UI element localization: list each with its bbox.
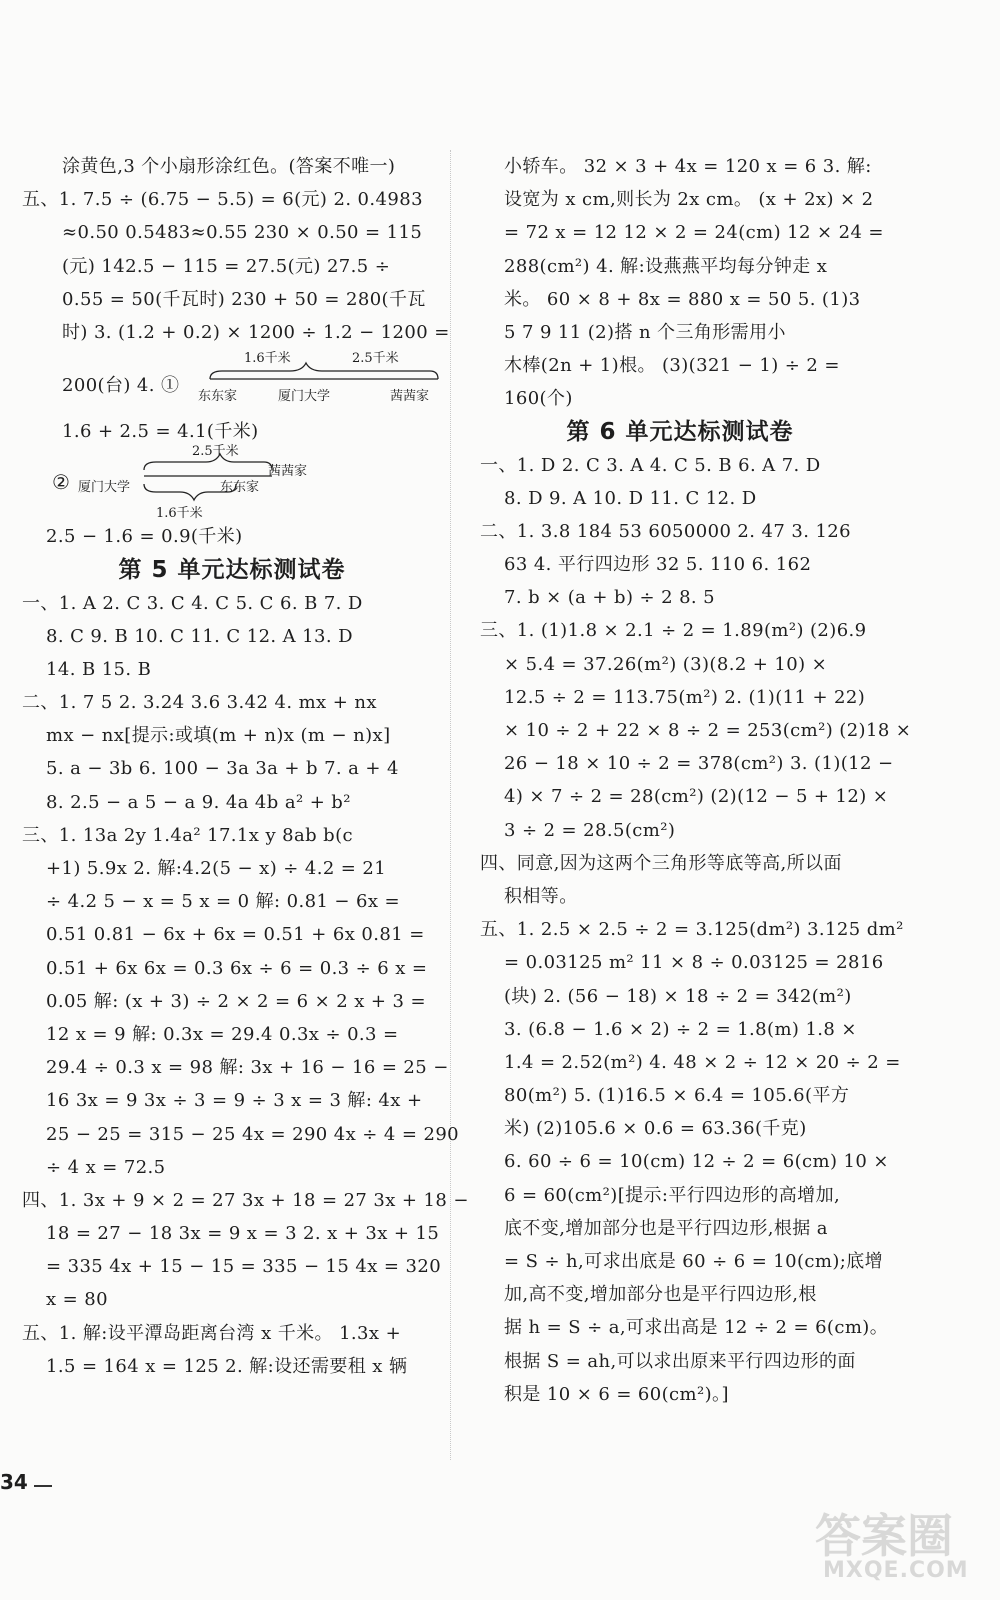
text-line: 16 3x = 9 3x ÷ 3 = 9 ÷ 3 x = 3 解: 4x + <box>46 1090 423 1112</box>
text-line: 18 = 27 − 18 3x = 9 x = 3 2. x + 3x + 15 <box>46 1223 440 1245</box>
place-label: 茜茜家 <box>390 389 430 405</box>
text-line: ÷ 4.2 5 − x = 5 x = 0 解: 0.81 − 6x = <box>46 891 401 913</box>
text-line: +1) 5.9x 2. 解:4.2(5 − x) ÷ 4.2 = 21 <box>46 858 387 879</box>
distance-diagram-2 <box>22 444 442 522</box>
text-line: 8. 2.5 − a 5 − a 9. 4a 4b a² + b² <box>46 791 351 813</box>
place-label: 东东家 <box>220 480 260 496</box>
text-line: 3. (6.8 − 1.6 × 2) ÷ 2 = 1.8(m) 1.8 × <box>504 1018 857 1040</box>
text-line: 木棒(2n + 1)根。 (3)(321 − 1) ÷ 2 = <box>504 355 840 377</box>
text-line: 25 − 25 = 315 − 25 4x = 290 4x ÷ 4 = 290 <box>46 1123 460 1145</box>
text-line: 8. C 9. B 10. C 11. C 12. A 13. D <box>46 625 353 647</box>
circled-number: ② <box>52 470 70 495</box>
column-divider <box>450 150 451 1460</box>
text-line: 时) 3. (1.2 + 0.2) × 1200 ÷ 1.2 − 1200 = <box>62 321 450 343</box>
page-number-dash <box>34 1485 52 1487</box>
text-line: (元) 142.5 − 115 = 27.5(元) 27.5 ÷ <box>62 255 391 277</box>
text-line: 二、1. 3.8 184 53 6050000 2. 47 3. 126 <box>480 520 852 542</box>
watermark <box>815 1500 985 1590</box>
place-label: 东东家 <box>198 389 238 405</box>
text-line: 63 4. 平行四边形 32 5. 110 6. 162 <box>504 554 812 576</box>
text-line: 根据 S = ah,可以求出原来平行四边形的面 <box>504 1350 856 1372</box>
page-number: 34 <box>0 1470 28 1494</box>
text-line: 三、1. (1)1.8 × 2.1 ÷ 2 = 1.89(m²) (2)6.9 <box>480 620 867 642</box>
text-line: 小轿车。 32 × 3 + 4x = 120 x = 6 3. 解: <box>504 156 872 177</box>
text-line: 据 h = S ÷ a,可求出高是 12 ÷ 2 = 6(cm)。 <box>504 1317 889 1339</box>
left-column <box>22 150 469 1383</box>
text-line: 2.5 − 1.6 = 0.9(千米) <box>46 526 243 548</box>
text-line: 三、1. 13a 2y 1.4a² 17.1x y 8ab b(c <box>22 824 353 846</box>
distance-label: 2.5千米 <box>192 444 239 460</box>
text-line: 12.5 ÷ 2 = 113.75(m²) 2. (1)(11 + 22) <box>504 686 866 708</box>
text-line: = 0.03125 m² 11 × 8 ÷ 0.03125 = 2816 <box>504 952 884 974</box>
text-line: 一、1. A 2. C 3. C 4. C 5. C 6. B 7. D <box>22 592 363 614</box>
place-label: 茜茜家 <box>268 464 308 480</box>
text-line: 积相等。 <box>504 885 578 907</box>
distance-label: 1.6千米 <box>156 506 203 522</box>
text-line: 6. 60 ÷ 6 = 10(cm) 12 ÷ 2 = 6(cm) 10 × <box>504 1151 889 1173</box>
place-label: 厦门大学 <box>278 389 331 405</box>
text-line: × 10 ÷ 2 + 22 × 8 ÷ 2 = 253(cm²) (2)18 × <box>504 720 912 741</box>
distance-label: 2.5千米 <box>352 351 399 367</box>
text-line: 二、1. 7 5 2. 3.24 3.6 3.42 4. mx + nx <box>22 692 377 714</box>
text-line: 5. a − 3b 6. 100 − 3a 3a + b 7. a + 4 <box>46 758 399 780</box>
text-line: 一、1. D 2. C 3. A 4. C 5. B 6. A 7. D <box>480 454 821 476</box>
right-column <box>480 150 912 1411</box>
text-line: 26 − 18 × 10 ÷ 2 = 378(cm²) 3. (1)(12 − <box>504 753 894 775</box>
text-line: 0.51 + 6x 6x = 0.3 6x ÷ 6 = 0.3 ÷ 6 x = <box>46 957 428 979</box>
text-line: 积是 10 × 6 = 60(cm²)。] <box>504 1383 729 1405</box>
text-line: 80(m²) 5. (1)16.5 × 6.4 = 105.6(平方 <box>504 1085 850 1107</box>
text-line: 29.4 ÷ 0.3 x = 98 解: 3x + 16 − 16 = 25 − <box>46 1057 449 1079</box>
text-line: = 72 x = 12 12 × 2 = 24(cm) 12 × 24 = <box>504 222 884 244</box>
text-line: x = 80 <box>46 1289 108 1311</box>
text-line: 0.51 0.81 − 6x + 6x = 0.51 + 6x 0.81 = <box>46 924 425 946</box>
text-line: 4) × 7 ÷ 2 = 28(cm²) (2)(12 − 5 + 12) × <box>504 786 889 808</box>
distance-label: 1.6千米 <box>244 351 291 367</box>
distance-diagram-1 <box>22 349 442 415</box>
text-line: 五、1. 7.5 ÷ (6.75 − 5.5) = 6(元) 2. 0.4983 <box>22 189 423 211</box>
text-line: 加,高不变,增加部分也是平行四边形,根 <box>504 1284 817 1306</box>
text-line: 设宽为 x cm,则长为 2x cm。 (x + 2x) × 2 <box>504 189 874 211</box>
text-line: 四、1. 3x + 9 × 2 = 27 3x + 18 = 27 3x + 18 − <box>22 1189 469 1211</box>
text-line: 米) (2)105.6 × 0.6 = 63.36(千克) <box>504 1118 807 1140</box>
text-line: 0.55 = 50(千瓦时) 230 + 50 = 280(千瓦 <box>62 288 426 310</box>
text-line: (块) 2. (56 − 18) × 18 ÷ 2 = 342(m²) <box>504 985 852 1007</box>
text-line: 200(台) 4. ① <box>62 375 180 397</box>
text-line: = 335 4x + 15 − 15 = 335 − 15 4x = 320 <box>46 1256 442 1278</box>
text-line: 8. D 9. A 10. D 11. C 12. D <box>504 487 757 509</box>
watermark-url: MXQE.COM <box>823 1558 969 1583</box>
text-line: × 5.4 = 37.26(m²) (3)(8.2 + 10) × <box>504 653 828 675</box>
text-line: 14. B 15. B <box>46 658 152 680</box>
text-line: 7. b × (a + b) ÷ 2 8. 5 <box>504 587 716 609</box>
text-line: 底不变,增加部分也是平行四边形,根据 a <box>504 1217 828 1239</box>
text-line: 1.5 = 164 x = 125 2. 解:设还需要租 x 辆 <box>46 1355 408 1377</box>
text-line: 四、同意,因为这两个三角形等底等高,所以面 <box>480 852 842 874</box>
place-label: 厦门大学 <box>78 480 131 496</box>
text-line: ÷ 4 x = 72.5 <box>46 1156 166 1178</box>
text-line: 1.4 = 2.52(m²) 4. 48 × 2 ÷ 12 × 20 ÷ 2 = <box>504 1051 901 1073</box>
text-line: ≈0.50 0.5483≈0.55 230 × 0.50 = 115 <box>62 222 423 244</box>
text-line: 1.6 + 2.5 = 4.1(千米) <box>62 421 259 443</box>
text-line: mx − nx[提示:或填(m + n)x (m − n)x] <box>46 725 391 747</box>
watermark-text: 答案圈 <box>815 1509 953 1563</box>
text-line: 0.05 解: (x + 3) ÷ 2 × 2 = 6 × 2 x + 3 = <box>46 990 426 1012</box>
text-line: 6 = 60(cm²)[提示:平行四边形的高增加, <box>504 1184 841 1206</box>
text-line: 涂黄色,3 个小扇形涂红色。(答案不唯一) <box>62 156 396 177</box>
text-line: 5 7 9 11 (2)搭 n 个三角形需用小 <box>504 321 786 343</box>
text-line: 288(cm²) 4. 解:设燕燕平均每分钟走 x <box>504 255 828 277</box>
section-title-unit-6: 第 6 单元达标测试卷 <box>566 418 794 445</box>
text-line: 五、1. 2.5 × 2.5 ÷ 2 = 3.125(dm²) 3.125 dm² <box>480 919 904 941</box>
text-line: 米。 60 × 8 + 8x = 880 x = 50 5. (1)3 <box>504 288 861 310</box>
text-line: 160(个) <box>504 388 573 410</box>
text-line: 3 ÷ 2 = 28.5(cm²) <box>504 819 676 841</box>
text-line: 12 x = 9 解: 0.3x = 29.4 0.3x ÷ 0.3 = <box>46 1023 399 1045</box>
brace-diagram-1 <box>202 349 442 415</box>
text-line: 五、1. 解:设平潭岛距离台湾 x 千米。 1.3x + <box>22 1322 402 1344</box>
text-line: = S ÷ h,可求出底是 60 ÷ 6 = 10(cm);底增 <box>504 1251 884 1272</box>
section-title-unit-5: 第 5 单元达标测试卷 <box>118 556 346 583</box>
